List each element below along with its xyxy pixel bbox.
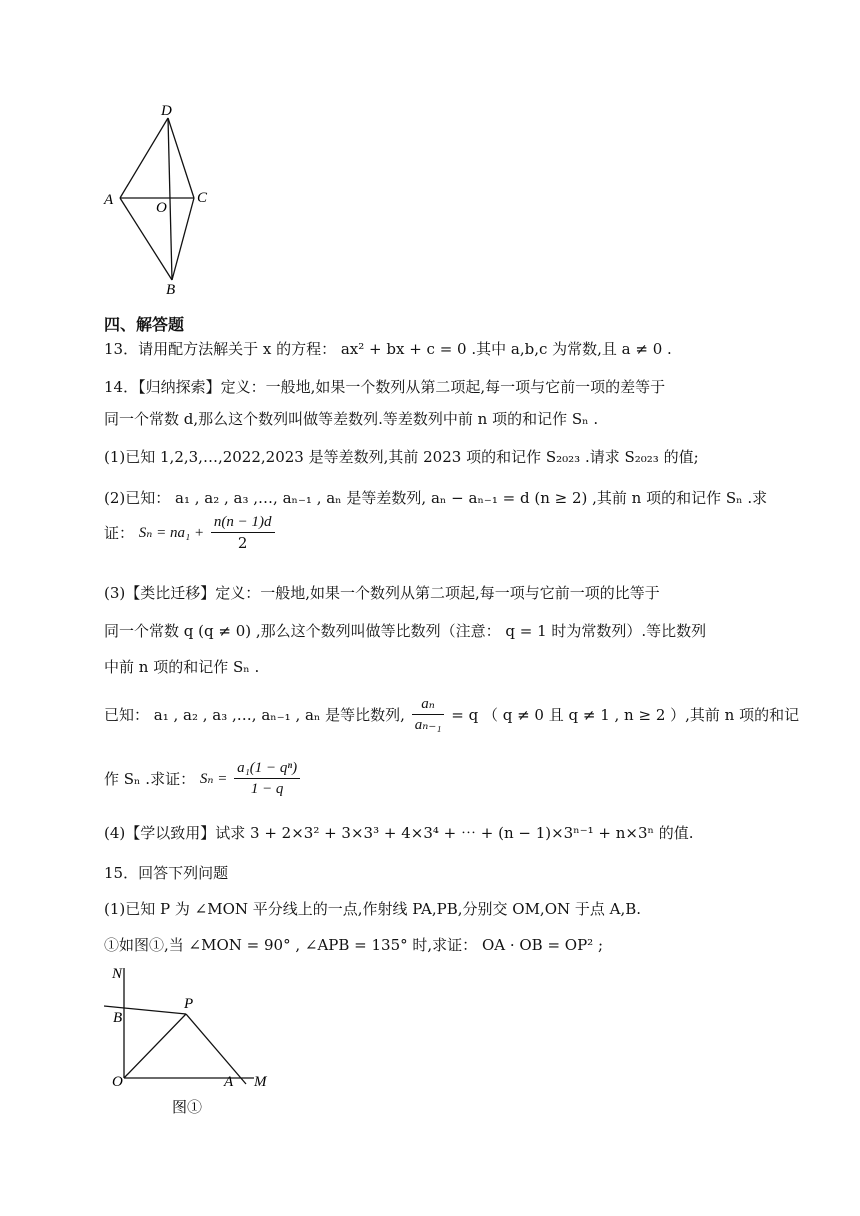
given-a: 已知： a₁ , a₂ , a₃ ,…, aₙ₋₁ , aₙ 是等比数列, — [104, 706, 405, 724]
label-A: A — [224, 1074, 234, 1090]
question-15-part1a: ①如图①,当 ∠MON = 90° , ∠APB = 135° 时,求证： OA · OB = OP² ; — [104, 936, 604, 954]
figure-caption: 图① — [172, 1098, 203, 1116]
label-A: A — [104, 192, 114, 208]
label-P: P — [184, 996, 194, 1012]
question-14-part1: (1)已知 1,2,3,…,2022,2023 是等差数列,其前 2023 项的和记作 S₂₀₂₃ .请求 S₂₀₂₃ 的值; — [104, 448, 699, 466]
ratio-denominator: aₙ₋₁ — [414, 717, 442, 733]
label-O: O — [112, 1074, 123, 1090]
side-DA — [120, 118, 168, 198]
segment-OP — [124, 1014, 186, 1078]
question-14-part4: (4)【学以致用】试求 3 + 2×3² + 3×3³ + 4×3⁴ + ⋯ + (n − 1)×3ⁿ⁻¹ + n×3ⁿ 的值. — [104, 824, 694, 842]
ratio-numerator: aₙ — [412, 694, 445, 715]
question-14-part2-line1: (2)已知： a₁ , a₂ , a₃ ,…, aₙ₋₁ , aₙ 是等差数列, aₙ − aₙ₋₁ = d (n ≥ 2) ,其前 n 项的和记作 Sₙ .求 — [104, 489, 768, 507]
question-14-part2-formula — [104, 512, 277, 553]
rhombus-figure — [100, 100, 220, 300]
label-D: D — [161, 103, 172, 119]
sum-fraction — [234, 758, 300, 799]
ray-PA — [186, 1014, 246, 1084]
sum-lhs: Sₙ = — [199, 771, 228, 787]
fraction — [211, 512, 275, 553]
ratio-fraction — [412, 694, 445, 735]
label-C: C — [197, 190, 208, 206]
prove-prefix: 证： — [104, 524, 135, 542]
diagonal-DB — [168, 118, 172, 280]
section-title: 四、解答题 — [104, 315, 185, 334]
label-B: B — [113, 1010, 123, 1026]
label-M: M — [254, 1074, 267, 1090]
question-14-line1: 14．【归纳探索】定义：一般地,如果一个数列从第二项起,每一项与它前一项的差等于 — [104, 378, 666, 396]
given-b: = q （ q ≠ 0 且 q ≠ 1 , n ≥ 2 ）,其前 n 项的和记 — [451, 706, 800, 724]
side-DC — [168, 118, 194, 198]
question-14-line2: 同一个常数 d,那么这个数列叫做等差数列.等差数列中前 n 项的和记作 Sₙ . — [104, 410, 599, 428]
sum-denominator: 1 − q — [250, 781, 284, 797]
prove-prefix-2: 作 Sₙ .求证： — [104, 770, 196, 788]
question-15-title: 15．回答下列问题 — [104, 864, 229, 882]
question-14-part3-line1: (3)【类比迁移】定义：一般地,如果一个数列从第二项起,每一项与它前一项的比等于 — [104, 584, 660, 602]
question-15-part1: (1)已知 P 为 ∠MON 平分线上的一点,作射线 PA,PB,分别交 OM,ON 于点 A,B. — [104, 900, 642, 918]
fraction-denominator: 2 — [237, 534, 248, 552]
sum-numerator: a₁(1 − qⁿ) — [234, 758, 300, 779]
label-B: B — [166, 282, 176, 298]
label-N: N — [112, 966, 123, 982]
question-14-part3-given — [104, 694, 799, 735]
question-14-part3-line2: 同一个常数 q (q ≠ 0) ,那么这个数列叫做等比数列（注意： q = 1 时为常数列）.等比数列 — [104, 622, 707, 640]
question-14-part3-prove — [104, 758, 302, 799]
question-14-part3-line3: 中前 n 项的和记作 Sₙ . — [104, 658, 260, 676]
formula-lhs: Sₙ = na₁ + — [138, 525, 205, 541]
side-CB — [172, 198, 194, 280]
question-13: 13．请用配方法解关于 x 的方程： ax² + bx + c = 0 .其中 a,b,c 为常数,且 a ≠ 0 . — [104, 340, 672, 358]
label-O: O — [156, 200, 167, 216]
angle-figure — [104, 962, 284, 1122]
fraction-numerator: n(n − 1)d — [211, 512, 275, 533]
